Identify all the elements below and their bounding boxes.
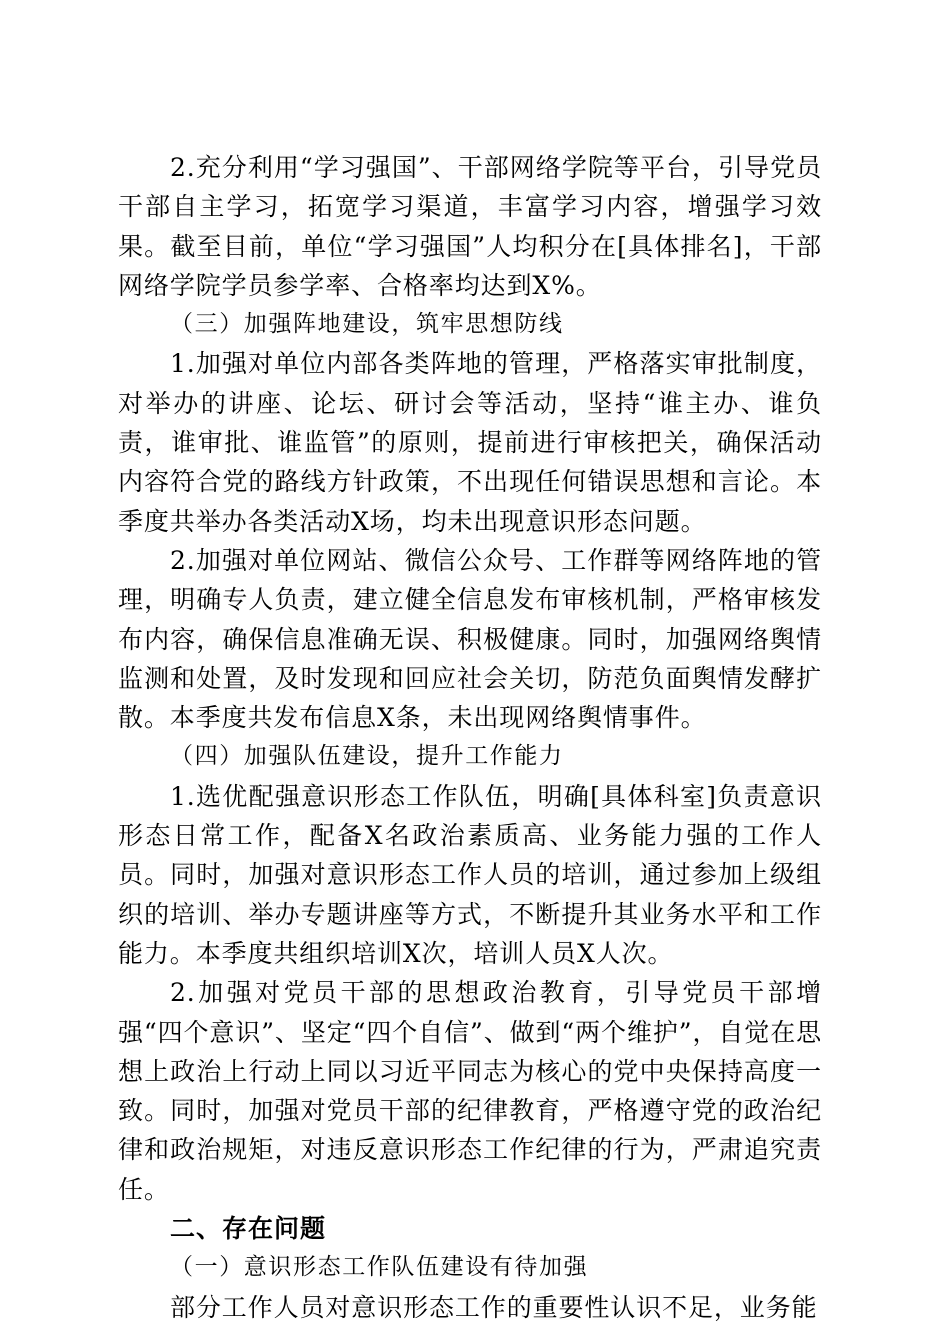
paragraph-network-positions: 2.加强对单位网站、微信公众号、工作群等网络阵地的管理，明确专人负责，建立健全信息发布审核机制，严格审核发布内容，确保信息准确无误、积极健康。同时，加强网络舆情监测和处置，及时发现和回应社会关切，防范负面舆情发酵扩散。本季度共发布信息X条，未出现网络舆情事件。 [118, 545, 822, 733]
paragraph-team-staffing: 1.选优配强意识形态工作队伍，明确[具体科室]负责意识形态日常工作，配备X名政治素质高、业务能力强的工作人员。同时，加强对意识形态工作人员的培训，通过参加上级组织的培训、举办专题讲座等方式，不断提升其业务水平和工作能力。本季度共组织培训X次，培训人员X人次。 [118, 781, 822, 968]
subheading-team-weakness: （一）意识形态工作队伍建设有待加强 [170, 1254, 589, 1281]
paragraph-staff-awareness: 部分工作人员对意识形态工作的重要性认识不足，业务能 [170, 1292, 818, 1322]
subheading-team-building: （四）加强队伍建设，提升工作能力 [170, 743, 564, 770]
document-page [118, 148, 822, 1327]
subheading-position-building: （三）加强阵地建设，筑牢思想防线 [170, 311, 564, 338]
paragraph-internal-positions: 1.加强对单位内部各类阵地的管理，严格落实审批制度，对举办的讲座、论坛、研讨会等活动，坚持“谁主办、谁负责，谁审批、谁监管”的原则，提前进行审核把关，确保活动内容符合党的路线方针政策，不出现任何错误思想和言论。本季度共举办各类活动X场，均未出现意识形态问题。 [118, 349, 822, 536]
paragraph-platform-learning: 2.充分利用“学习强国”、干部网络学院等平台，引导党员干部自主学习，拓宽学习渠道，丰富学习内容，增强学习效果。截至目前，单位“学习强国”人均积分在[具体排名]，干部网络学院学员参学率、合格率均达到X%。 [118, 153, 822, 300]
paragraph-political-education: 2.加强对党员干部的思想政治教育，引导党员干部增强“四个意识”、坚定“四个自信”、做到“两个维护”，自觉在思想上政治上行动上同以习近平同志为核心的党中央保持高度一致。同时，加强对党员干部的纪律教育，严格遵守党的政治纪律和政治规矩，对违反意识形态工作纪律的行为，严肃追究责任。 [118, 978, 822, 1204]
section-heading-problems: 二、存在问题 [170, 1214, 327, 1244]
